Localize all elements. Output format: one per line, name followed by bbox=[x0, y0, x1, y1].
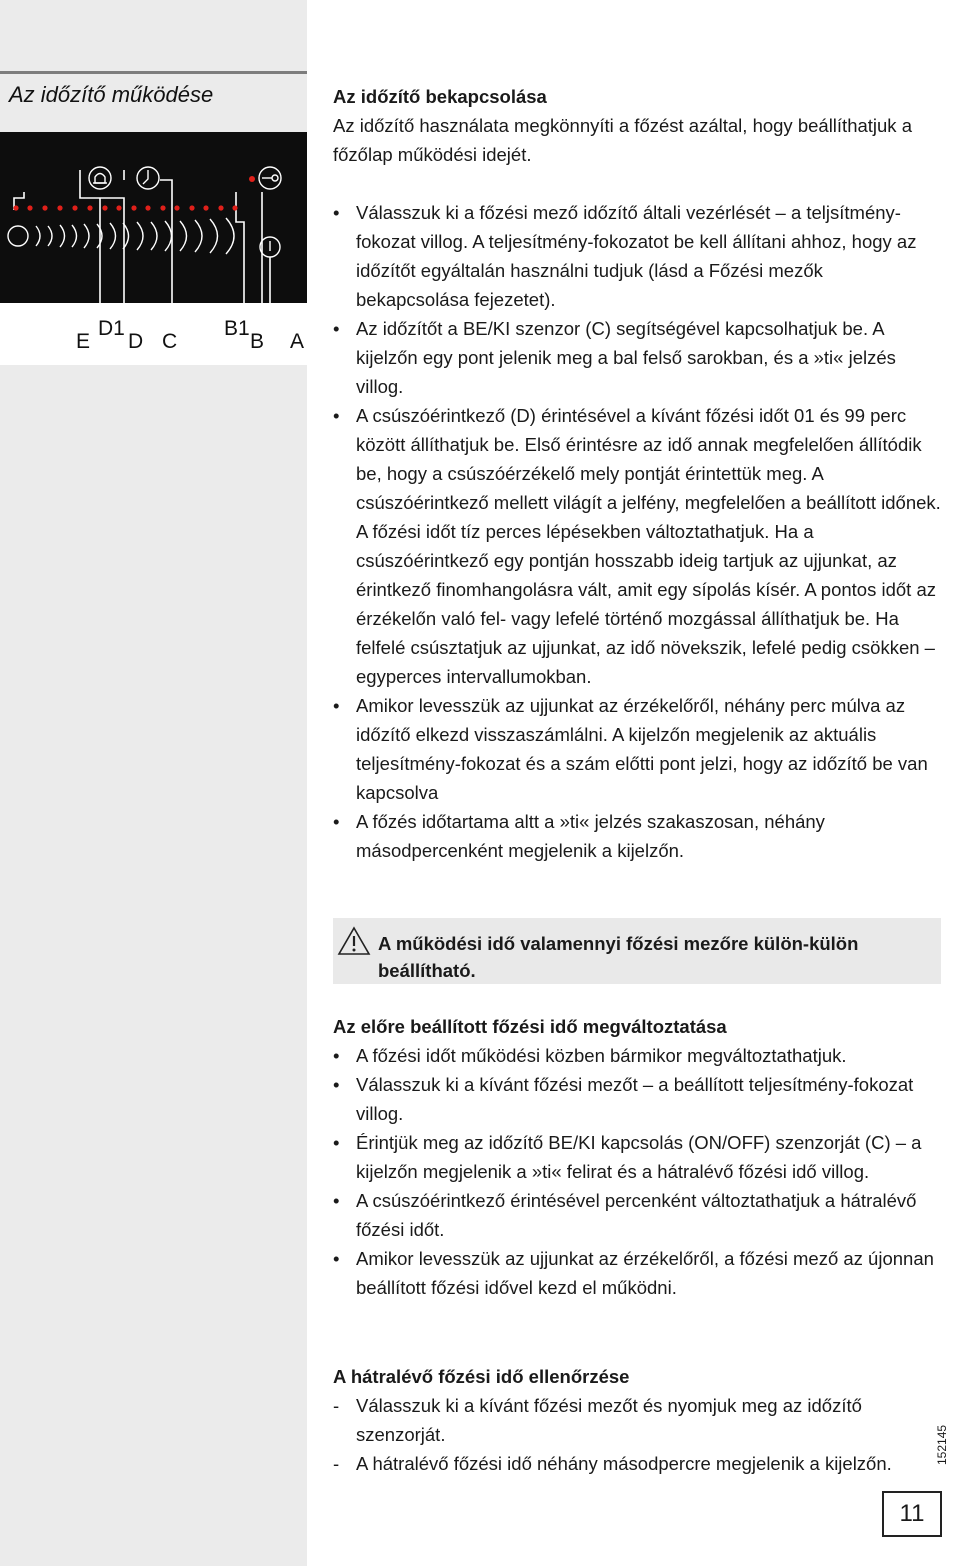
list-item: • Válasszuk ki a főzési mező időzítő általi vezérlését – a teljsítmény-fokozat villog. A teljesítmény-fokozatot be kell állítani ahhoz, hogy az időzítőt egyáltalán használni tudjuk (lásd a Főzési mezők bekapcsolása fejezetet). bbox=[333, 198, 941, 314]
slider-indicator-dots bbox=[13, 205, 237, 210]
clock-icon bbox=[137, 167, 159, 189]
list-item: • Amikor levesszük az ujjunkat az érzékelőről, a főzési mező az újonnan beállított főzési idővel kezd el működni. bbox=[333, 1244, 941, 1302]
label-b1: B1 bbox=[224, 317, 250, 340]
bullet-marker: • bbox=[333, 1074, 340, 1095]
bullet-marker: • bbox=[333, 1045, 340, 1066]
sidebar-title: Az időzítő működése bbox=[9, 82, 214, 107]
bullet-list bbox=[333, 198, 941, 865]
list-item: • A főzési időt működési közben bármikor megváltoztathatjuk. bbox=[333, 1041, 941, 1070]
dash-marker: - bbox=[333, 1453, 340, 1474]
label-d: D bbox=[128, 330, 144, 353]
control-panel-illustration bbox=[0, 132, 307, 303]
bullet-marker: • bbox=[333, 811, 340, 832]
warning-text: A működési idő valamennyi főzési mezőre külön-külön beállítható. bbox=[378, 933, 859, 981]
page-number: 11 bbox=[882, 1491, 942, 1537]
label-c: C bbox=[162, 330, 178, 353]
section-check-time bbox=[333, 1362, 933, 1478]
list-item: - Válasszuk ki a kívánt főzési mezőt és nyomjuk meg az időzítő szenzorját. bbox=[333, 1391, 933, 1449]
list-item: • Amikor levesszük az ujjunkat az érzékelőről, néhány perc múlva az időzítő elkezd visszaszámlálni. A kijelzőn megjelenik az aktuális teljesítmény-fokozat és a szám előtti pont jelzi, hogy az időzítő be van kapcsolva bbox=[333, 691, 941, 807]
diagram-labels bbox=[0, 303, 307, 365]
list-item: • Érintjük meg az időzítő BE/KI kapcsolás (ON/OFF) szenzorját (C) – a kijelzőn megjelenik a »ti« felirat és a hátralévő főzési idő villog. bbox=[333, 1128, 941, 1186]
bullet-list bbox=[333, 1041, 941, 1302]
list-item: • A csúszóérintkező érintésével percenként változtathatjuk a hátralévő főzési időt. bbox=[333, 1186, 941, 1244]
list-item: - A hátralévő főzési idő néhány másodpercre megjelenik a kijelzőn. bbox=[333, 1449, 933, 1478]
top-rule bbox=[0, 71, 307, 74]
power-icon bbox=[260, 237, 280, 257]
lock-indicator-dot bbox=[249, 176, 255, 182]
bullet-marker: • bbox=[333, 1248, 340, 1269]
list-item: • A főzés időtartama altt a »ti« jelzés szakaszosan, néhány másodpercenként megjelenik a kijelzőn. bbox=[333, 807, 941, 865]
list-item: • Válasszuk ki a kívánt főzési mezőt – a beállított teljesítmény-fokozat villog. bbox=[333, 1070, 941, 1128]
alarm-bell-icon bbox=[89, 167, 111, 189]
dash-marker: - bbox=[333, 1395, 340, 1416]
section-intro: Az időzítő használata megkönnyíti a főzést azáltal, hogy beállíthatjuk a főzőlap működési idejét. bbox=[333, 115, 912, 165]
bullet-marker: • bbox=[333, 202, 340, 223]
list-item: • A csúszóérintkező (D) érintésével a kívánt főzési időt 01 és 99 perc között állíthatjuk be. Első érintésre az idő annak megfelelően állítódik be, hogy a csúszóérzékelő mely pontját érintettük meg. A csúszóérintkező mellett világít a jelfény, megfelelően a beállított időnek. A főzési időt tíz perces lépésekben változtathatjuk. Ha a csúszóérintkező egy pontján hosszabb ideig tartjuk az ujjunkat, az érintkező finomhangolásra vált, amit egy sípolás kísér. A pontos időt az érzékelőn való fel- vagy lefelé történő mozgással állíthatjuk be. Ha felfelé csúsztatjuk az ujjunkat, az idő növekszik, lefelé pedig csökken – egyperces intervallumokban. bbox=[333, 401, 941, 691]
label-d1: D1 bbox=[98, 317, 125, 340]
list-item: • Az időzítőt a BE/KI szenzor (C) segítségével kapcsolhatjuk be. A kijelzőn egy pont jelenik meg a bal felső sarokban, és a »ti« jelzés villog. bbox=[333, 314, 941, 401]
section-timer-on bbox=[333, 82, 941, 865]
bullet-marker: • bbox=[333, 318, 340, 339]
dash-list bbox=[333, 1391, 933, 1478]
bullet-marker: • bbox=[333, 1190, 340, 1211]
warning-icon bbox=[337, 926, 371, 956]
label-e: E bbox=[76, 330, 91, 353]
document-code: 152145 bbox=[935, 1424, 949, 1465]
section-heading: A hátralévő főzési idő ellenőrzése bbox=[333, 1366, 630, 1387]
bullet-marker: • bbox=[333, 405, 340, 426]
section-heading: Az előre beállított főzési idő megváltoztatása bbox=[333, 1016, 727, 1037]
warning-box bbox=[333, 918, 941, 984]
section-heading: Az időzítő bekapcsolása bbox=[333, 86, 547, 107]
label-b: B bbox=[250, 330, 265, 353]
bullet-marker: • bbox=[333, 695, 340, 716]
label-a: A bbox=[290, 330, 305, 353]
section-change-time bbox=[333, 1012, 941, 1302]
control-panel-diagram bbox=[0, 132, 307, 303]
key-lock-icon bbox=[259, 167, 281, 189]
bullet-marker: • bbox=[333, 1132, 340, 1153]
slider-sensor bbox=[8, 218, 234, 254]
